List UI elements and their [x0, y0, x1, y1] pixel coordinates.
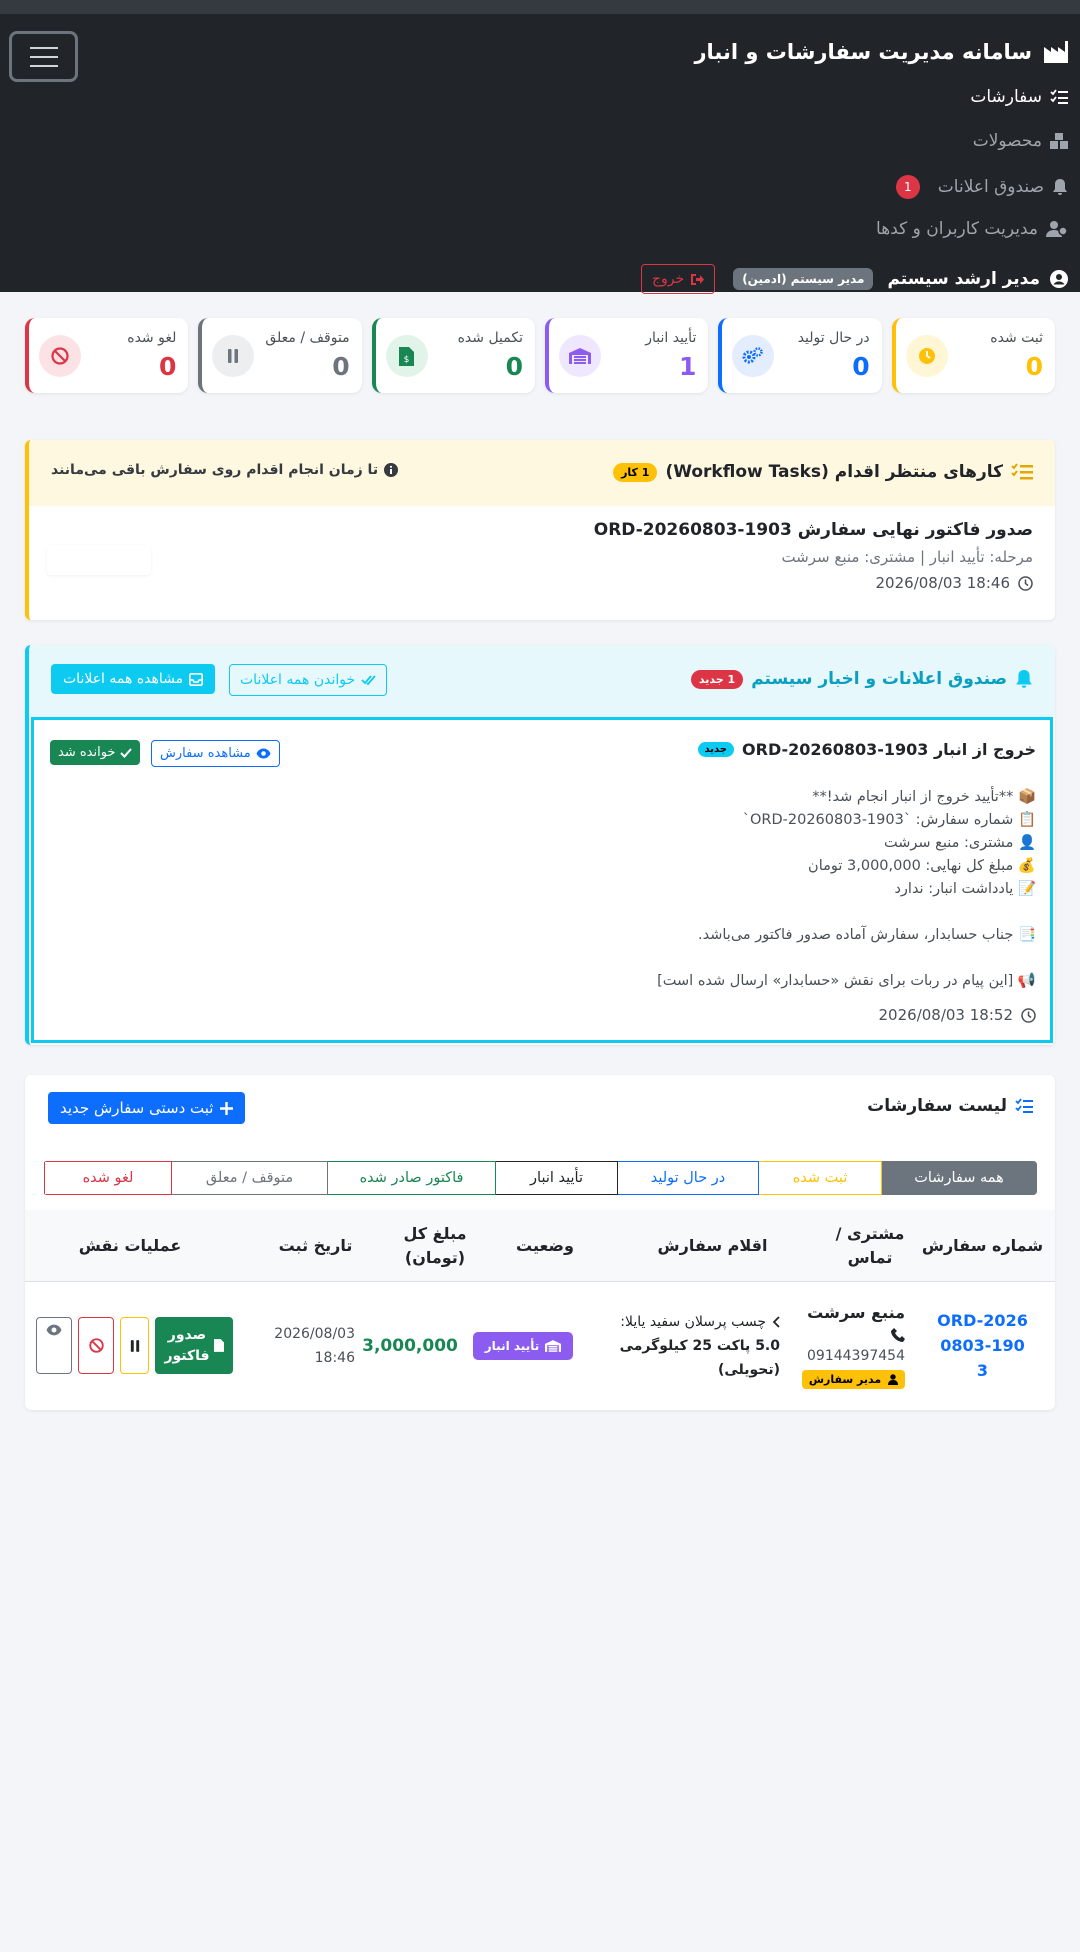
stat-label: لغو شده — [127, 330, 177, 346]
workflow-header — [29, 440, 1055, 506]
workflow-tasks-card — [25, 440, 1055, 620]
tab-invoiced[interactable]: فاکتور صادر شده — [327, 1161, 496, 1195]
ban-icon — [89, 1338, 104, 1353]
column-header-actions: عملیات نقش — [78, 1236, 182, 1255]
tab-production[interactable]: در حال تولید — [617, 1161, 759, 1195]
new-order-label: ثبت دستی سفارش جدید — [60, 1099, 214, 1117]
stat-card-cancelled[interactable] — [25, 318, 188, 393]
owner-label: مدیر سفارش — [808, 1372, 882, 1386]
orders-card — [25, 1075, 1055, 1410]
orders-table-header — [25, 1210, 1055, 1282]
menu-toggle-button[interactable] — [9, 31, 78, 82]
announcement-item — [31, 717, 1053, 1043]
item-quantity: 5.0 پاکت 25 کیلوگرمی — [619, 1337, 780, 1354]
order-total: 3,000,000 — [362, 1335, 458, 1356]
nav-item-label: سفارشات — [970, 87, 1042, 107]
task-title: صدور فاکتور نهایی سفارش ORD-20260803-1903 — [593, 520, 1033, 540]
invoice-icon — [214, 1339, 224, 1352]
list-check-icon — [1015, 1098, 1033, 1114]
task-action-button[interactable] — [47, 545, 151, 575]
inbox-icon — [189, 673, 203, 686]
cancel-order-button[interactable] — [78, 1317, 114, 1374]
pause-icon — [212, 335, 254, 377]
items-cell[interactable] — [590, 1283, 780, 1408]
check-icon — [120, 748, 132, 758]
nav-item-users[interactable] — [876, 219, 1068, 239]
announcement-line: 📢 [این پیام در ربات برای نقش «حسابدار» ارسال شده است] — [657, 973, 1036, 989]
actions-cell — [33, 1283, 233, 1408]
brand-title: سامانه مدیریت سفارشات و انبار — [694, 40, 1032, 64]
bell-icon — [1015, 670, 1033, 689]
top-border — [0, 0, 1080, 14]
item-name: چسب پرسلان سفید یایلا: — [620, 1313, 766, 1330]
announcement-date-text: 18:52 2026/08/03 — [878, 1006, 1013, 1024]
workflow-task[interactable] — [594, 520, 1033, 592]
nav-item-orders[interactable] — [970, 87, 1068, 107]
task-date — [594, 574, 1033, 592]
tab-all[interactable]: همه سفارشات — [881, 1161, 1037, 1195]
owner-badge — [802, 1370, 905, 1389]
column-header-customer: مشتری / تماس — [835, 1224, 905, 1267]
info-icon — [384, 463, 398, 477]
announcement-line: 💰 مبلغ کل نهایی: 3,000,000 تومان — [808, 858, 1036, 874]
row-actions — [36, 1317, 233, 1374]
mark-read-label: خوانده شد — [58, 745, 116, 760]
new-tag-badge: جدید — [698, 742, 735, 757]
warehouse-icon — [559, 335, 601, 377]
eye-icon — [46, 1324, 62, 1336]
read-all-button[interactable] — [229, 664, 387, 696]
announcements-title-text: صندوق اعلانات و اخبار سیستم — [751, 669, 1007, 689]
stat-label: در حال تولید — [797, 330, 870, 346]
announcement-date — [879, 1006, 1036, 1024]
column-header-number: شماره سفارش — [921, 1236, 1044, 1255]
issue-invoice-label: صدور فاکتور — [164, 1326, 210, 1364]
workflow-count-badge: 1 کار — [613, 463, 657, 482]
stat-label: ثبت شده — [990, 330, 1043, 346]
list-check-icon — [1050, 89, 1068, 105]
workflow-note — [51, 462, 398, 478]
workflow-note-text: تا زمان انجام اقدام روی سفارش باقی می‌مانند — [51, 462, 379, 478]
logout-button[interactable] — [641, 264, 715, 294]
announcement-line: 📑 جناب حسابدار، سفارش آماده صدور فاکتور می‌باشد. — [698, 927, 1036, 943]
read-all-label: خواندن همه اعلانات — [240, 672, 356, 688]
orders-title-text: لیست سفارشات — [867, 1096, 1007, 1116]
item-type: (تحویلی) — [717, 1361, 780, 1378]
column-header-date: تاریخ ثبت — [278, 1236, 353, 1255]
status-badge — [473, 1332, 573, 1360]
stat-label: تکمیل شده — [457, 330, 524, 346]
announcements-card — [25, 645, 1055, 1045]
gears-icon — [732, 335, 774, 377]
tab-warehouse[interactable]: تأیید انبار — [495, 1161, 618, 1195]
users-cog-icon — [1046, 221, 1068, 237]
workflow-title-text: کارهای منتظر اقدام (Workflow Tasks) — [665, 462, 1003, 482]
announcement-title-text: خروج از انبار ORD-20260803-1903 — [742, 740, 1036, 759]
nav-item-label: صندوق اعلانات — [937, 177, 1044, 197]
stat-card-production[interactable] — [718, 318, 881, 393]
stat-card-warehouse[interactable] — [545, 318, 708, 393]
announcement-body — [657, 786, 1036, 993]
stat-label: تأیید انبار — [645, 330, 697, 346]
table-row — [25, 1283, 1055, 1408]
clock-icon — [1021, 1008, 1036, 1023]
view-order-details-button[interactable] — [36, 1317, 72, 1374]
clock-icon — [906, 335, 948, 377]
list-check-icon — [1011, 463, 1033, 481]
announcement-line: 📝 یادداشت انبار: ندارد — [894, 881, 1036, 897]
factory-icon — [1044, 41, 1068, 63]
plus-icon — [220, 1102, 233, 1115]
pause-button[interactable] — [120, 1317, 149, 1374]
bell-icon — [1052, 179, 1068, 196]
view-all-label: مشاهده همه اعلانات — [63, 671, 184, 687]
user-circle-icon — [1050, 270, 1068, 288]
mark-read-button[interactable] — [50, 740, 140, 765]
navbar — [0, 14, 1080, 292]
column-header-status: وضعیت — [516, 1236, 574, 1255]
announcements-header — [29, 645, 1055, 717]
stat-value: 0 — [332, 352, 350, 381]
role-badge: مدیر سیستم (ادمین) — [733, 268, 873, 290]
chevron-left-icon — [772, 1316, 780, 1328]
announcement-line — [657, 947, 1036, 970]
column-header-total: مبلغ کل (تومان) — [403, 1224, 467, 1267]
stat-card-completed[interactable] — [372, 318, 535, 393]
new-order-button[interactable] — [48, 1092, 245, 1124]
user-name: مدیر ارشد سیستم — [887, 269, 1040, 289]
view-order-label: مشاهده سفارش — [160, 746, 251, 761]
announcement-line — [657, 901, 1036, 924]
ban-icon — [39, 335, 81, 377]
view-order-button[interactable] — [151, 740, 280, 767]
workflow-title — [613, 462, 1033, 482]
stat-value: 1 — [678, 352, 697, 381]
column-header-items: اقلام سفارش — [657, 1236, 768, 1255]
order-time: 18:46 — [314, 1349, 355, 1366]
announcement-line: 📦 **تأیید خروج از انبار انجام شد!** — [812, 789, 1036, 805]
nav-item-announcements[interactable] — [896, 175, 1068, 199]
clock-icon — [1018, 576, 1033, 591]
warehouse-icon — [545, 1340, 561, 1352]
tab-paused[interactable]: متوقف / معلق — [171, 1161, 328, 1195]
svg-text:$: $ — [403, 354, 410, 365]
user-info — [641, 264, 1068, 294]
notification-count-badge: 1 — [896, 175, 920, 199]
nav-item-products[interactable] — [973, 131, 1068, 151]
stat-label: متوقف / معلق — [265, 330, 350, 346]
brand[interactable] — [694, 40, 1068, 64]
customer-cell — [785, 1283, 905, 1408]
logout-label: خروج — [652, 271, 685, 287]
orders-title — [867, 1096, 1033, 1116]
announcement-line: 📋 شماره سفارش: `ORD-20260803-1903` — [742, 812, 1036, 828]
stat-value: 0 — [505, 352, 524, 381]
order-date: 2026/08/03 — [274, 1325, 355, 1342]
new-count-badge: 1 جدید — [691, 670, 743, 689]
stats-row — [25, 318, 1055, 393]
announcements-title — [691, 669, 1033, 689]
order-filter-tabs — [43, 1161, 1037, 1195]
stat-value: 0 — [1025, 352, 1043, 381]
nav-item-label: محصولات — [972, 131, 1042, 151]
tab-registered[interactable]: ثبت شده — [758, 1161, 882, 1195]
item-line — [620, 1310, 780, 1334]
user-tie-icon — [888, 1374, 898, 1385]
task-meta: مرحله: تأیید انبار | مشتری: منبع سرشت — [781, 548, 1033, 566]
phone-icon — [891, 1328, 905, 1342]
task-date-text: 18:46 2026/08/03 — [875, 574, 1010, 592]
customer-name: منبع سرشت — [807, 1302, 905, 1322]
date-cell — [245, 1283, 355, 1408]
pause-icon — [130, 1340, 140, 1352]
announcement-title — [698, 740, 1037, 759]
invoice-dollar-icon — [386, 335, 428, 377]
stat-card-registered[interactable] — [892, 318, 1055, 393]
tab-cancelled[interactable]: لغو شده — [44, 1161, 172, 1195]
status-label: تأیید انبار — [484, 1338, 540, 1353]
customer-phone: 09144397454 — [807, 1347, 905, 1364]
status-cell — [463, 1283, 583, 1408]
eye-icon — [256, 748, 271, 759]
nav-item-label: مدیریت کاربران و کدها — [876, 219, 1038, 239]
view-all-button[interactable] — [51, 664, 215, 694]
stat-card-paused[interactable] — [198, 318, 361, 393]
sign-out-icon — [690, 273, 704, 286]
order-number-cell — [910, 1283, 1055, 1408]
order-number-link[interactable]: ORD-20260803-1903 — [937, 1311, 1028, 1380]
issue-invoice-button[interactable] — [155, 1317, 233, 1374]
order-items — [620, 1310, 780, 1382]
stat-value: 0 — [852, 352, 870, 381]
boxes-icon — [1050, 133, 1068, 149]
double-check-icon — [361, 674, 376, 686]
total-cell — [362, 1283, 458, 1408]
announcement-line: 👤 مشتری: منبع سرشت — [884, 835, 1036, 851]
stat-value: 0 — [158, 352, 177, 381]
